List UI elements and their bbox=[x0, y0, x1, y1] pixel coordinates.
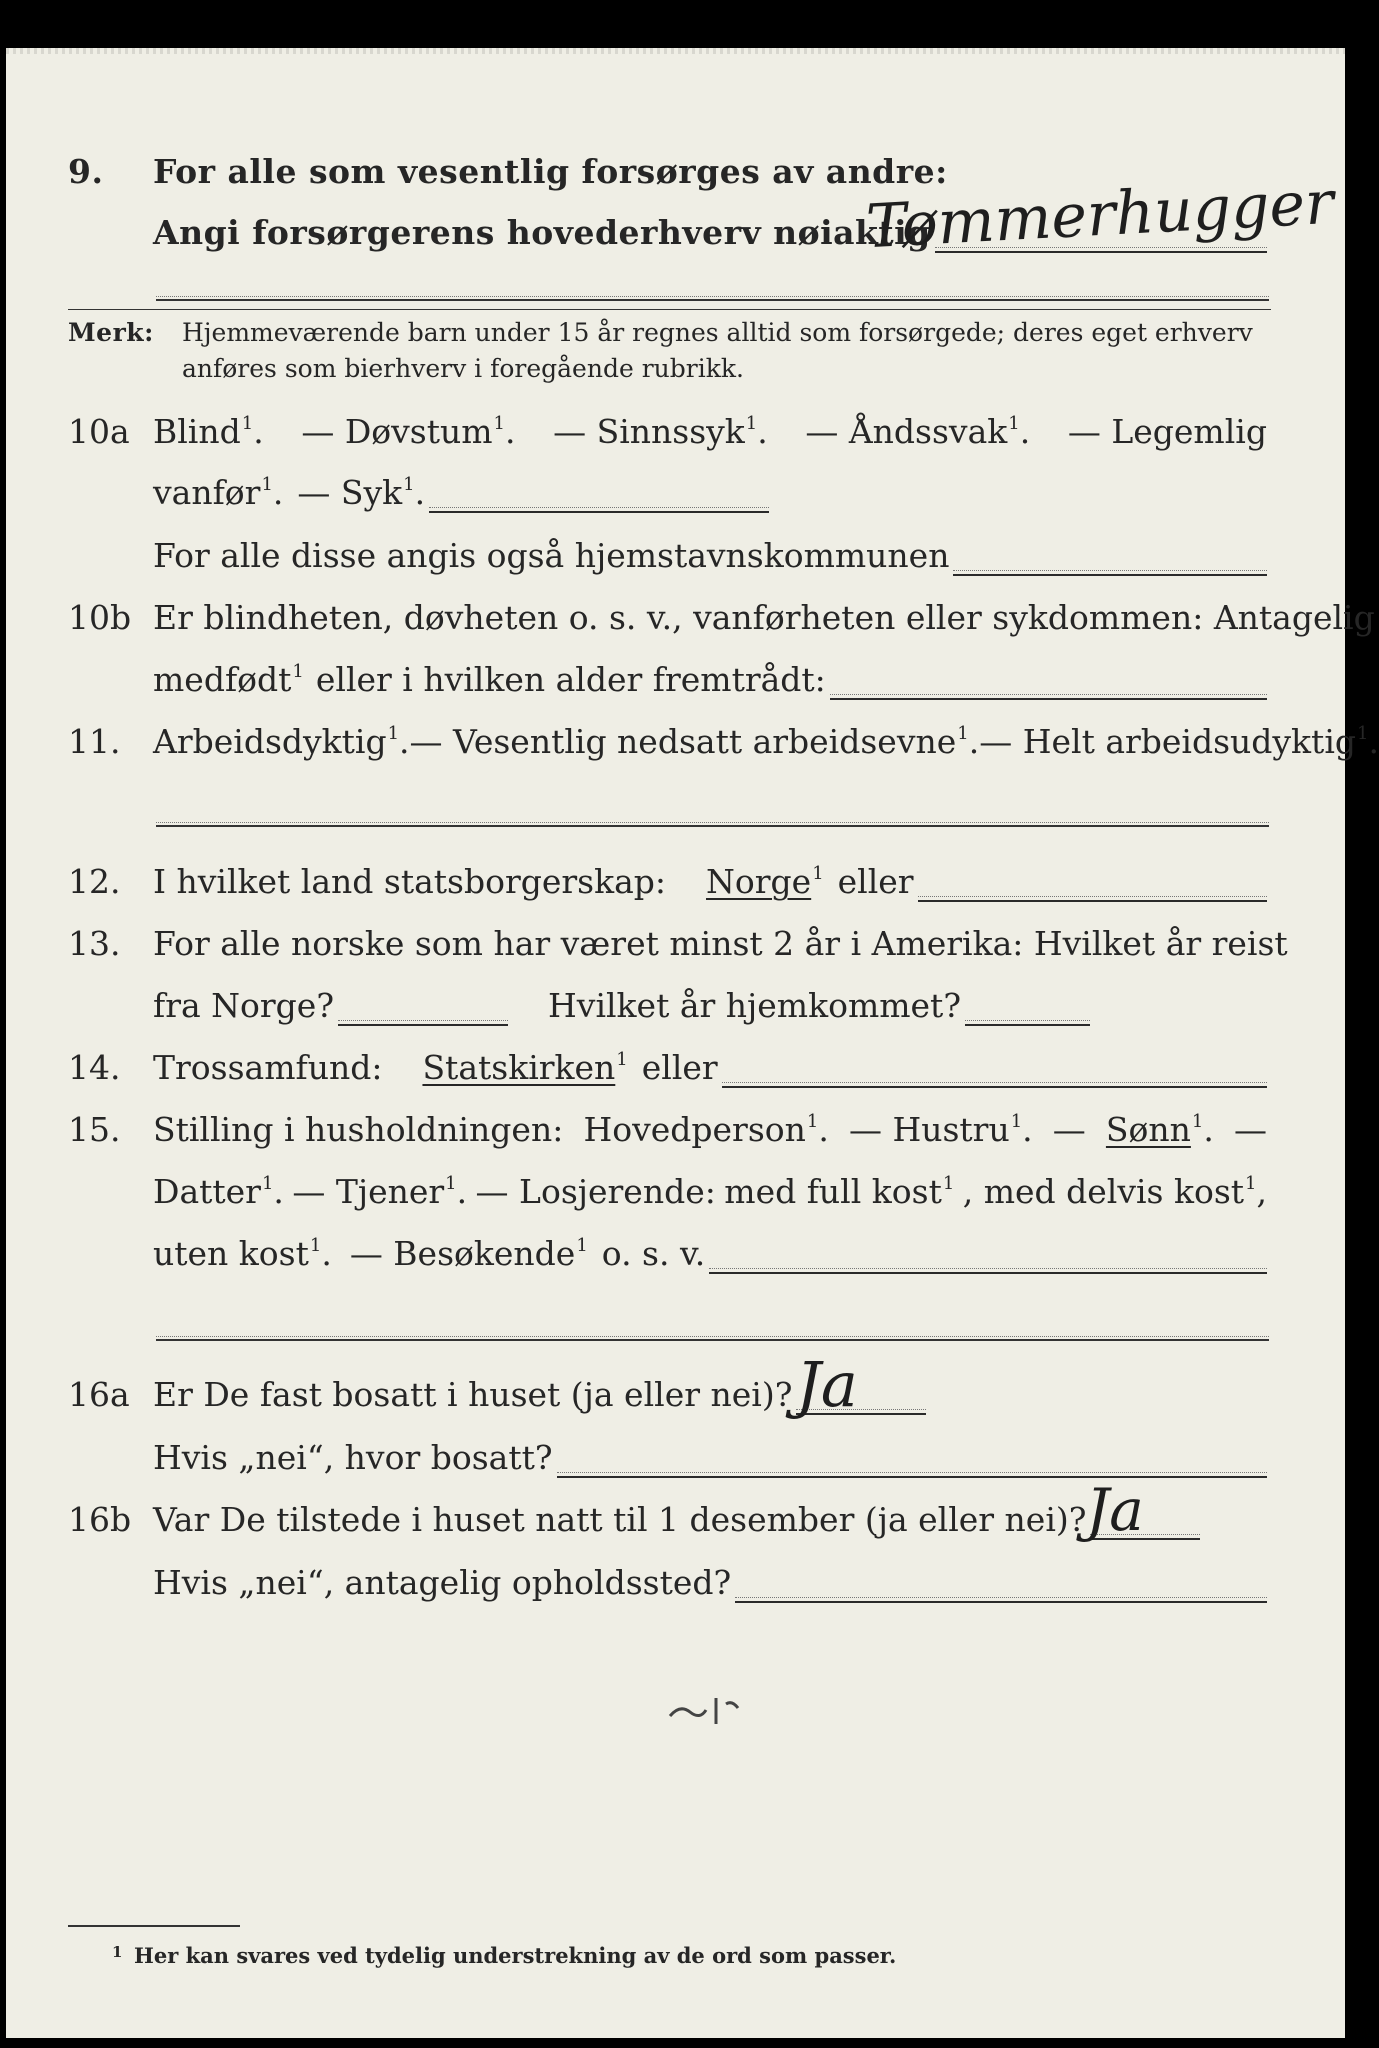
q12-answer-line[interactable] bbox=[918, 874, 1267, 902]
q10b-number: 10b bbox=[68, 598, 132, 637]
option-hustru[interactable]: — Hustru$^1$. bbox=[848, 1110, 1033, 1149]
q15-line1 bbox=[6, 1110, 1345, 1150]
option-norge[interactable]: Norge$^1$ bbox=[706, 862, 824, 901]
q14-answer-line[interactable] bbox=[722, 1060, 1267, 1088]
option-besokende[interactable]: — Besøkende$^1$ bbox=[349, 1234, 588, 1273]
option-hovedperson[interactable]: Hovedperson$^1$. bbox=[583, 1110, 829, 1149]
option-arbeidsdyktig[interactable]: Arbeidsdyktig$^1$. bbox=[153, 722, 410, 761]
q10a-hjemstavn-line[interactable] bbox=[953, 548, 1267, 576]
option-legemlig[interactable]: — Legemlig bbox=[1067, 412, 1267, 451]
footnote-rule bbox=[68, 1925, 240, 1927]
q16b-number: 16b bbox=[68, 1500, 132, 1539]
q16a-handwritten-answer: Ja bbox=[796, 1348, 858, 1421]
q16a-bosatt-prompt: Hvis „nei“, hvor bosatt? bbox=[153, 1438, 553, 1477]
q15-line3 bbox=[6, 1234, 1345, 1274]
q16b-opholdssted-prompt: Hvis „nei“, antagelig opholdssted? bbox=[153, 1563, 732, 1602]
q16a-number: 16a bbox=[68, 1375, 130, 1414]
q10b-line1 bbox=[6, 598, 1375, 638]
option-full-kost[interactable]: med full kost$^1$ bbox=[724, 1172, 955, 1211]
q16a-bosatt-line[interactable] bbox=[557, 1450, 1267, 1478]
q16b-line1 bbox=[6, 1500, 1345, 1540]
q13-line1 bbox=[6, 924, 1345, 964]
q14-number: 14. bbox=[68, 1048, 121, 1087]
q15-prompt: Stilling i husholdningen: bbox=[153, 1110, 564, 1149]
q12-number: 12. bbox=[68, 862, 121, 901]
q16a-prompt: Er De fast bosatt i huset (ja eller nei)? bbox=[153, 1375, 793, 1414]
q9-handwritten-answer: Tømmerhugger bbox=[864, 167, 1336, 263]
q14-eller: eller bbox=[641, 1048, 718, 1087]
q14-line bbox=[6, 1048, 1345, 1088]
census-form-page bbox=[6, 48, 1379, 2038]
q16b-line2 bbox=[6, 1563, 1345, 1603]
option-nedsatt[interactable]: — Vesentlig nedsatt arbeidsevne$^1$. bbox=[409, 722, 980, 761]
q10b-line2 bbox=[6, 660, 1345, 700]
q15-extra-line[interactable] bbox=[156, 1339, 1269, 1341]
merk-line1 bbox=[6, 316, 1345, 350]
q15-number: 15. bbox=[68, 1110, 121, 1149]
option-uten-kost[interactable]: uten kost$^1$. bbox=[153, 1234, 332, 1273]
q14-prompt: Trossamfund: bbox=[153, 1048, 383, 1087]
option-statskirken[interactable]: Statskirken$^1$ bbox=[422, 1048, 628, 1087]
option-delvis-kost[interactable]: , med delvis kost$^1$, bbox=[962, 1172, 1267, 1211]
q10a-number: 10a bbox=[68, 412, 130, 451]
q12-line bbox=[6, 862, 1345, 902]
q13-line2 bbox=[6, 986, 1345, 1026]
merk-line2 bbox=[6, 352, 1345, 386]
footnote-line bbox=[6, 1941, 1345, 1971]
option-sonn[interactable]: Sønn$^1$. bbox=[1105, 1110, 1214, 1149]
q13-reist-line[interactable] bbox=[338, 998, 508, 1026]
option-dovstum[interactable]: — Døvstum$^1$. bbox=[301, 412, 516, 451]
q16b-opholdssted-line[interactable] bbox=[735, 1575, 1267, 1603]
q9-number: 9. bbox=[68, 152, 104, 191]
q16b-handwritten-answer: Ja bbox=[1086, 1476, 1144, 1544]
q16a-line2 bbox=[6, 1438, 1345, 1478]
option-tjener[interactable]: — Tjener$^1$. bbox=[292, 1172, 468, 1211]
q10b-text2: eller i hvilken alder fremtrådt: bbox=[315, 660, 826, 699]
q10a-hjemstavn-prompt: For alle disse angis også hjemstavnskommunen bbox=[153, 536, 950, 575]
option-datter[interactable]: Datter$^1$. bbox=[153, 1172, 284, 1211]
q13-reist-prompt: fra Norge? bbox=[153, 986, 335, 1025]
q9-heading: For alle som vesentlig forsørges av andre: bbox=[153, 152, 948, 191]
footnote-mark: 1 bbox=[112, 1943, 123, 1961]
q13-hjem-line[interactable] bbox=[965, 998, 1090, 1026]
q13-number: 13. bbox=[68, 924, 121, 963]
q15-osv: o. s. v. bbox=[601, 1234, 706, 1273]
q15-line2 bbox=[6, 1172, 1345, 1212]
option-blind[interactable]: Blind$^1$. bbox=[153, 412, 264, 451]
footnote-text: Her kan svares ved tydelig understrekning av de ord som passer. bbox=[134, 1943, 897, 1968]
q9-prompt: Angi forsørgerens hovederhverv nøiaktig bbox=[153, 213, 931, 252]
q10b-text1: Er blindheten, døvheten o. s. v., vanførheten eller sykdommen: Antagelig bbox=[153, 598, 1375, 637]
dash: — bbox=[1233, 1110, 1267, 1149]
divider bbox=[68, 309, 1271, 310]
option-sinnssyk[interactable]: — Sinnssyk$^1$. bbox=[553, 412, 768, 451]
q10a-line2 bbox=[6, 473, 1345, 513]
q11-line bbox=[6, 722, 1379, 762]
q12-eller: eller bbox=[837, 862, 914, 901]
merk-text2: anføres som bierhverv i foregående rubrikk. bbox=[182, 354, 744, 383]
option-udyktig[interactable]: — Helt arbeidsudyktig$^1$. bbox=[979, 722, 1379, 761]
pencil-mark bbox=[666, 1690, 766, 1730]
q16a-line1 bbox=[6, 1375, 1345, 1415]
q12-prompt: I hvilket land statsborgerskap: bbox=[153, 862, 667, 901]
losjerende-label: — Losjerende: bbox=[475, 1172, 716, 1211]
q10a-line1 bbox=[6, 412, 1345, 452]
dash: — bbox=[1052, 1110, 1086, 1149]
option-medfodt[interactable]: medfødt$^1$ bbox=[153, 660, 304, 699]
option-vanfor[interactable]: vanfør$^1$. bbox=[153, 473, 284, 512]
q10b-answer-line[interactable] bbox=[830, 672, 1267, 700]
q16b-prompt: Var De tilstede i huset natt til 1 desember (ja eller nei)? bbox=[153, 1500, 1087, 1539]
q13-text1: For alle norske som har været minst 2 år i Amerika: Hvilket år reist bbox=[153, 924, 1288, 963]
q9-extra-line bbox=[156, 299, 1269, 301]
merk-text1: Hjemmeværende barn under 15 år regnes alltid som forsørgede; deres eget erhverv bbox=[182, 318, 1253, 347]
merk-label: Merk: bbox=[68, 318, 154, 347]
q13-hjem-prompt: Hvilket år hjemkommet? bbox=[548, 986, 962, 1025]
q15-answer-line[interactable] bbox=[709, 1246, 1267, 1274]
q11-answer-line[interactable] bbox=[156, 825, 1269, 827]
q10a-line3 bbox=[6, 536, 1345, 576]
q10a-answer-line[interactable] bbox=[429, 485, 769, 513]
q11-number: 11. bbox=[68, 722, 121, 761]
option-andssvak[interactable]: — Åndssvak$^1$. bbox=[805, 412, 1031, 451]
option-syk[interactable]: — Syk$^1$. bbox=[297, 473, 426, 512]
